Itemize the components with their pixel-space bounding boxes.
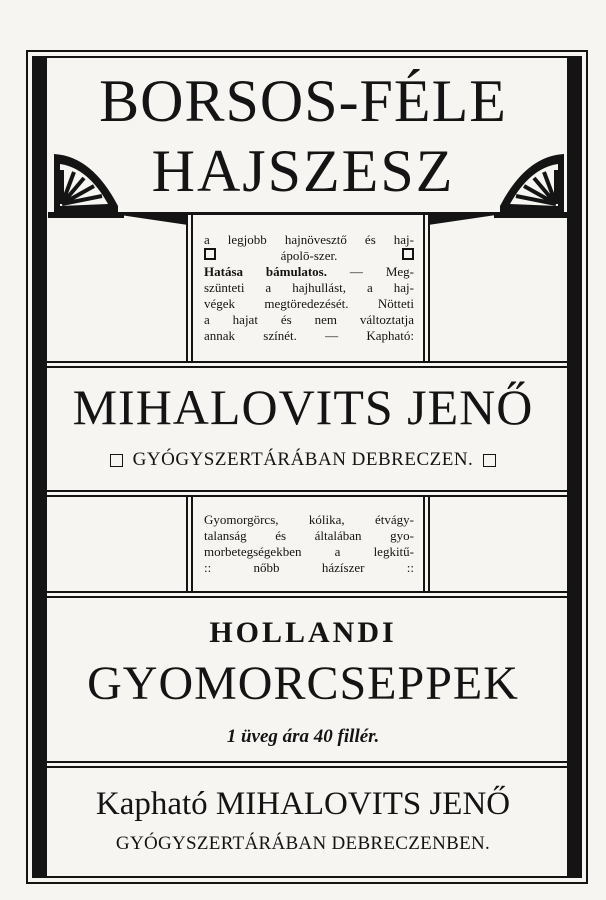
footer-line1: Kapható MIHALOVITS JENŐ [95,786,511,822]
ad-title-line2: HAJSZESZ [151,138,455,204]
ad2-line: :: nőbb házíszer :: [204,560,414,575]
square-ornament-icon [110,454,123,467]
pharmacy-name: MIHALOVITS JENŐ [72,379,534,435]
ad-title-line1: BORSOS-FÉLE [99,68,507,134]
pharmacy-subtitle: GYÓGYSZERTÁRÁBAN DEBRECZEN. [40,448,566,472]
ad1-text-block [204,232,414,344]
divider-rule [32,490,582,492]
square-bullet-icon [204,248,216,260]
square-bullet-icon [402,248,414,260]
box2-left-border [186,497,188,593]
box1-left-border [186,215,188,363]
box1-right-border-inner [423,215,425,363]
ad1-line: Hatása bámulatos. — Meg- [204,264,414,279]
box1-right-border [428,215,430,363]
divider-rule [32,366,582,368]
divider-rule [32,361,582,363]
ad1-line: a legjobb hajnövesztő és haj- [204,232,414,247]
divider-rule [32,495,582,497]
ad2-line: Gyomorgörcs, kólika, étvágy- [204,512,414,527]
divider-rule [32,761,582,763]
ad1-line: annak színét. — Kapható: [204,328,414,343]
title-rule [48,212,558,215]
divider-rule [32,591,582,593]
product-label: HOLLANDI [209,616,397,649]
ad1-line: végek megtöredezését. Nötteti [204,296,414,311]
box2-left-border-inner [191,497,193,593]
box1-left-border-inner [191,215,193,363]
ad2-text-block [204,512,414,576]
divider-rule [32,596,582,598]
ad1-line: szünteti a hajhullást, a haj- [204,280,414,295]
square-ornament-icon [483,454,496,467]
box2-right-border-inner [423,497,425,593]
divider-rule [32,766,582,768]
ad1-line: ápolō-szer. [204,248,414,264]
ad2-line: talanság és általában gyo- [204,528,414,543]
product-name: GYOMORCSEPPEK [87,657,519,710]
footer-line2: GYÓGYSZERTÁRÁBAN DEBRECZENBEN. [115,833,491,854]
ad2-line: morbetegségekben a legkitű- [204,544,414,559]
box2-right-border [428,497,430,593]
product-price: 1 üveg ára 40 fillér. [226,726,380,747]
ad1-line: a hajat és nem változtatja [204,312,414,327]
